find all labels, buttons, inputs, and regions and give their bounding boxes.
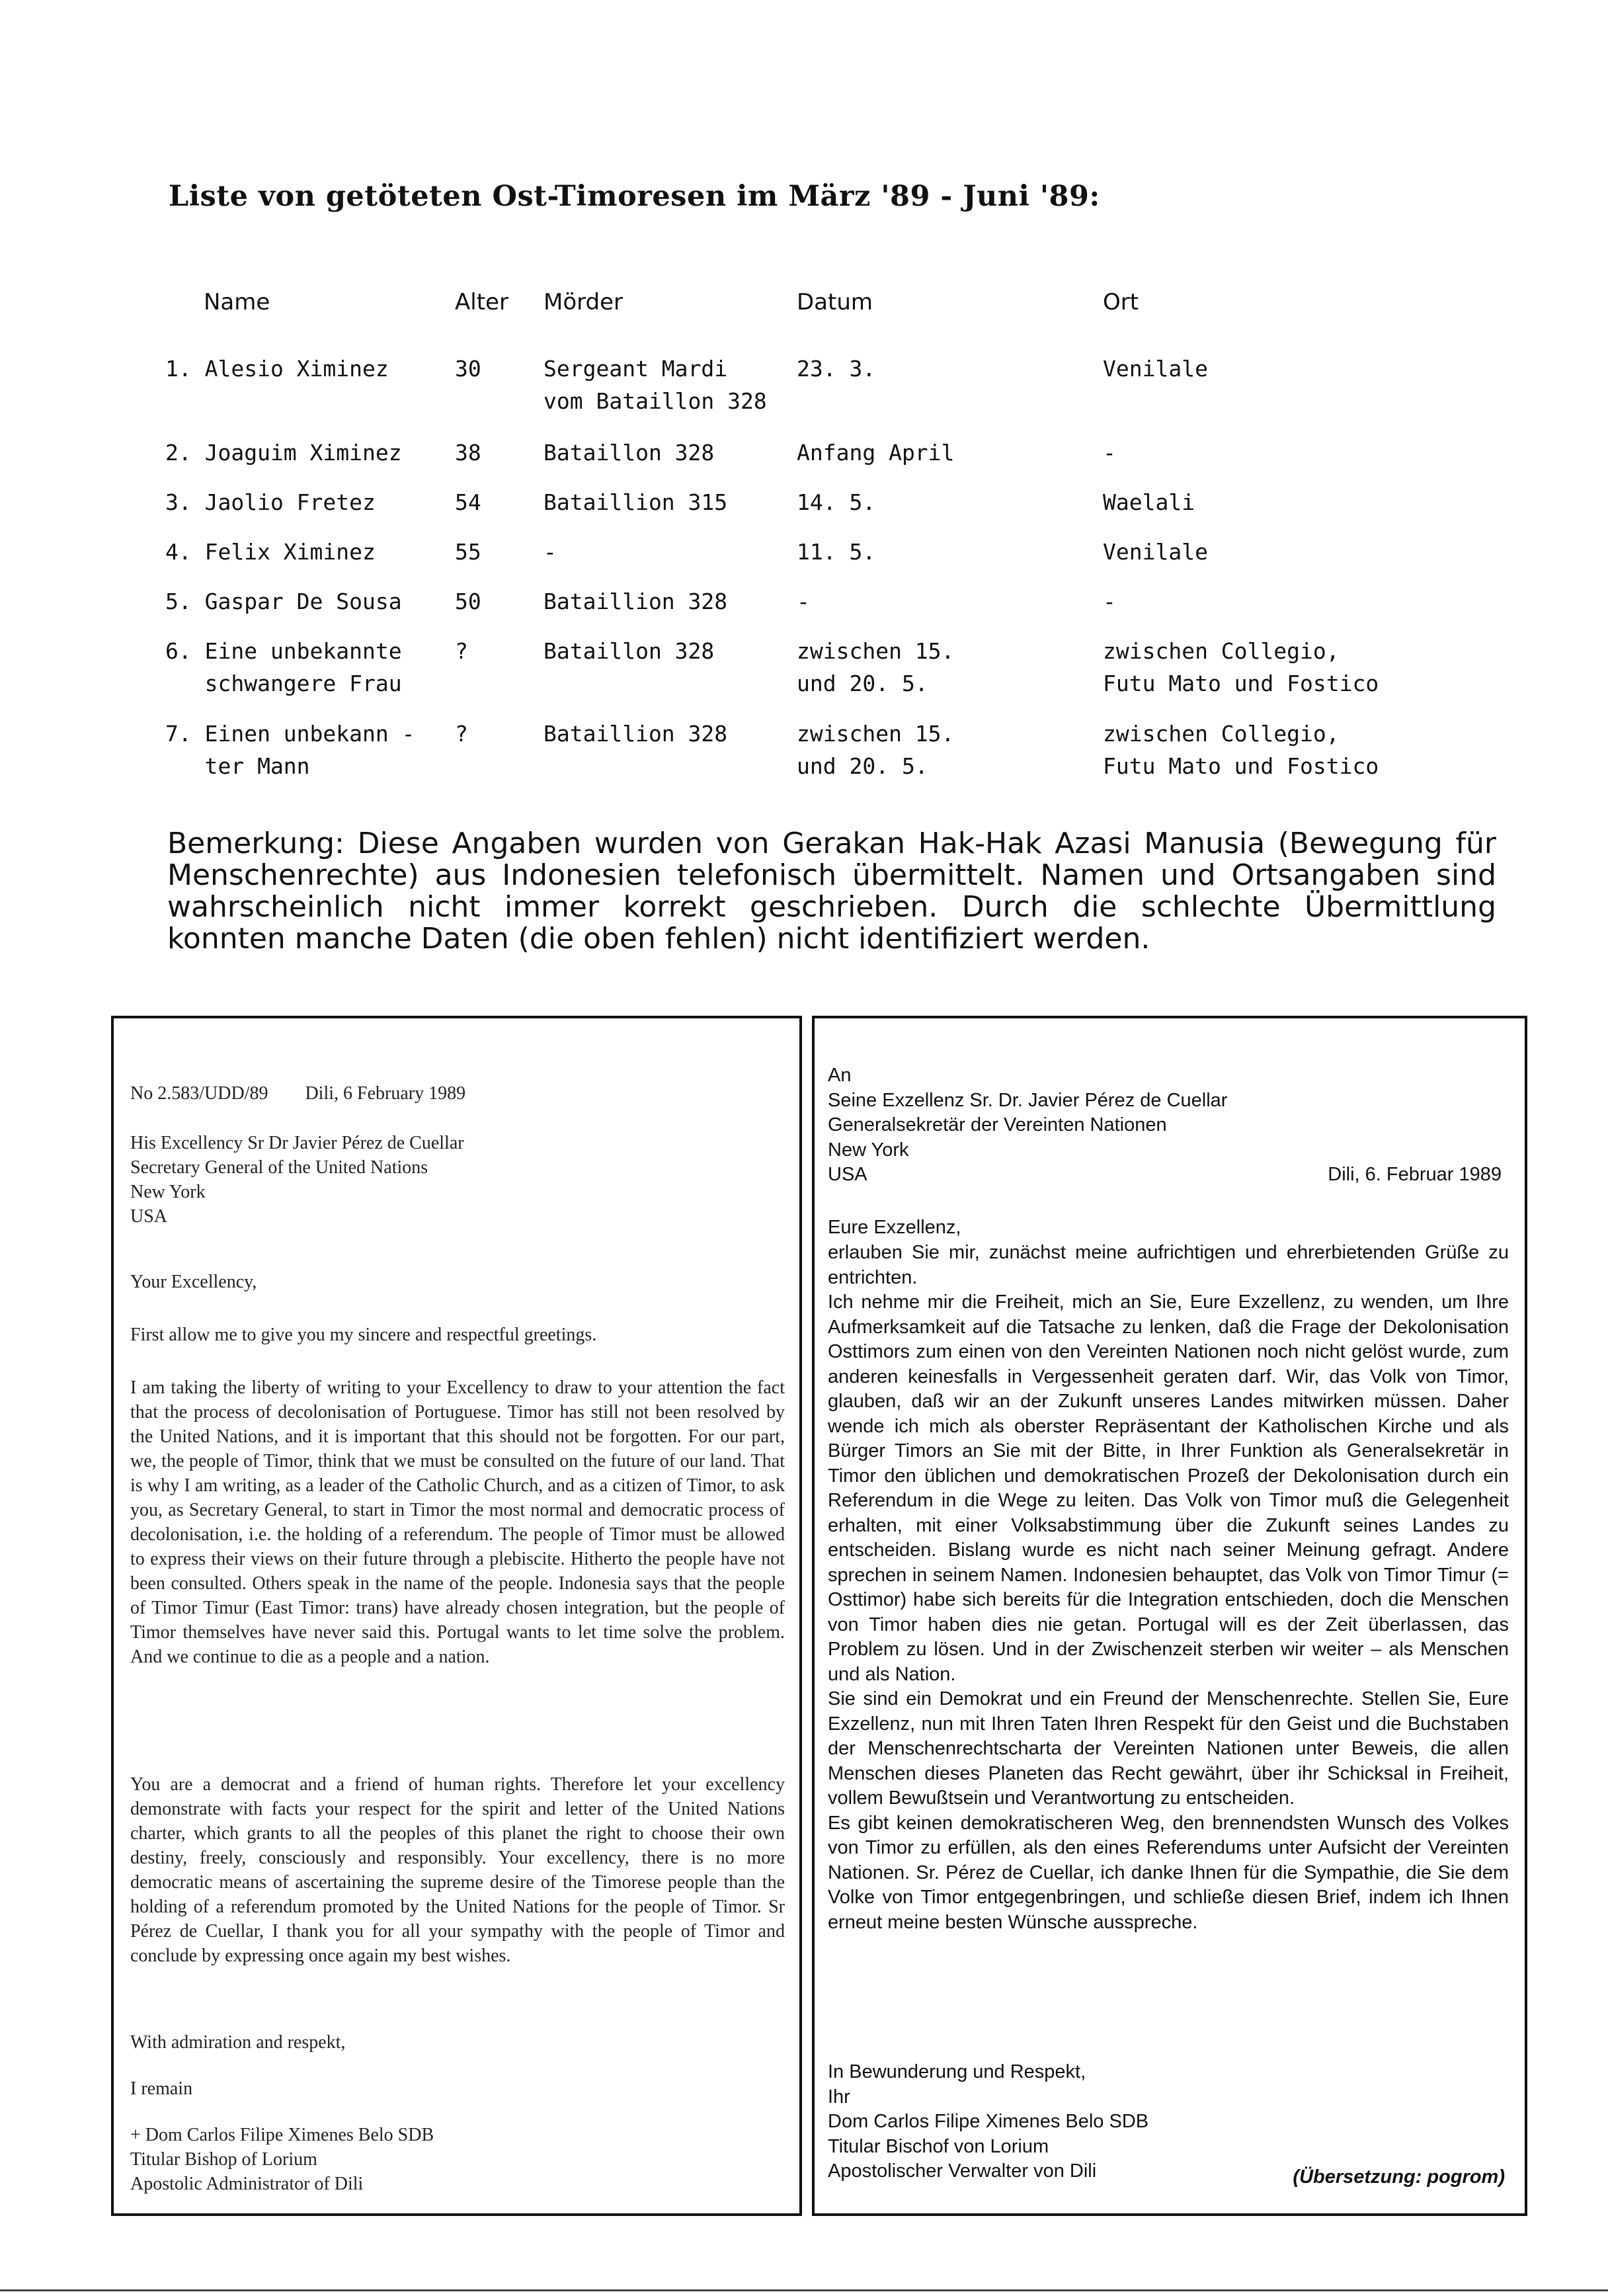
table-row-place: Venilale	[1103, 356, 1208, 382]
table-row-name: 2. Joaguim Ximinez	[165, 440, 402, 466]
table-row-date: -	[797, 589, 810, 614]
letter-greeting: First allow me to give you my sincere and respectful greetings.	[130, 1325, 597, 1345]
header-age: Alter	[455, 289, 508, 315]
table-row-killer: Bataillon 328	[543, 638, 715, 664]
letter-german	[812, 1016, 1527, 2216]
table-row-name: 5. Gaspar De Sousa	[165, 589, 402, 614]
table-row-place: zwischen Collegio, Futu Mato und Fostico	[1103, 721, 1379, 779]
letter-closing: With admiration and respekt,	[130, 2032, 346, 2053]
table-row-name: 4. Felix Ximinez	[165, 539, 376, 565]
table-row-date: zwischen 15. und 20. 5.	[797, 638, 955, 696]
letter-signature: + Dom Carlos Filipe Ximenes Belo SDB Titular Bishop of Lorium Apostolic Administrator of Dili	[130, 2125, 434, 2194]
letter-signature: In Bewunderung und Respekt, Ihr Dom Carlos Filipe Ximenes Belo SDB Titular Bischof von Lorium Apostolischer Verwalter von Dili	[828, 2061, 1149, 2182]
table-row-place: -	[1103, 440, 1116, 466]
table-row-killer: Bataillion 315	[543, 489, 728, 515]
table-row-date: zwischen 15. und 20. 5.	[797, 721, 955, 779]
table-row-age: 38	[455, 440, 481, 466]
letter-address: His Excellency Sr Dr Javier Pérez de Cuellar Secretary General of the United Nations New York USA	[130, 1133, 464, 1227]
table-row-place: Venilale	[1103, 539, 1208, 565]
table-row-age: 50	[455, 589, 481, 614]
table-row-name: 3. Jaolio Fretez	[165, 489, 376, 515]
table-row-age: ?	[455, 638, 468, 664]
table-row-date: 23. 3.	[797, 356, 876, 382]
letter-body: erlauben Sie mir, zunächst meine aufrichtigen und ehrerbietenden Grüße zu entrichten. Ich nehme mir die Freiheit, mich an Sie, Eure Exzellenz, zu wenden, um Ihre Aufmerksamkeit auf die Tatsache zu lenken, daß die Frage der Dekolonisation Osttimors zum einen von den Vereinten Nationen noch nicht gelöst wurde, zum anderen keinesfalls in Vergessenheit geraten darf. Wir, das Volk von Timor, glauben, daß wir an der Zukunft unseres Landes mitwirken müssen. Daher wende ich mich als oberster Repräsentant der Katholischen Kirche und als Bürger Timors an Sie mit der Bitte, in Ihrer Funktion als Generalsekretär in Timor den üblichen und demokratischen Prozeß der Dekolonisation durch ein Referendum in die Wege zu leiten. Das Volk von Timor muß die Gelegenheit erhalten, mit einer Volksabstimmung über die Zukunft seines Landes zu entscheiden. Bislang wurde es nicht nach seiner Meinung gefragt. Andere sprechen in seinem Namen. Indonesien behauptet, das Volk von Timor Timur (= Osttimor) habe sich bereits für die Integration entschieden, doch die Menschen von Timor haben dies nie getan. Portugal will es der Zeit überlassen, das Problem zu lösen. Und in der Zwischenzeit sterben wir weiter – als Menschen und als Nation. Sie sind ein Demokrat und ein Freund der Menschenrechte. Stellen Sie, Eure Exzellenz, nun mit Ihren Taten Ihren Respekt für den Geist und die Buchstaben der Menschenrechtscharta der Vereinten Nationen unter Beweis, die allen Menschen dieses Planeten das Recht gewährt, über ihr Schicksal in Freiheit, vollem Bewußtsein und Verantwortung zu entscheiden. Es gibt keinen demokratischeren Weg, den brennendsten Wunsch des Volkes von Timor zu erfüllen, als den eines Referendums unter Aufsicht der Vereinten Nationen. Sr. Pérez de Cuellar, ich danke Ihnen für die Sympathie, die Sie dem Volke von Timor entgegenbringen, und schließe diesen Brief, indem ich Ihnen erneut meine besten Wünsche ausspreche.	[828, 1242, 1509, 1933]
remark-paragraph: Bemerkung: Diese Angaben wurden von Gerakan Hak-Hak Azasi Manusia (Bewegung für Menschenrechte) aus Indonesien telefonisch übermittelt. Namen und Ortsangaben sind wahrscheinlich nicht immer korrekt geschrieben. Durch die schlechte Übermittlung konnten manche Daten (die oben fehlen) nicht identifiziert werden.	[167, 827, 1496, 956]
table-row-age: ?	[455, 721, 468, 747]
table-row-killer: Sergeant Mardi vom Bataillon 328	[543, 356, 767, 414]
table-row-age: 55	[455, 539, 481, 565]
header-killer: Mörder	[543, 289, 623, 315]
header-date: Datum	[797, 289, 873, 315]
table-row-date: 11. 5.	[797, 539, 876, 565]
table-row-name: 1. Alesio Ximinez	[165, 356, 389, 382]
table-row-place: zwischen Collegio, Futu Mato und Fostico	[1103, 638, 1379, 696]
letter-salutation: Eure Exzellenz,	[828, 1217, 961, 1238]
table-row-name: 6. Eine unbekannte schwangere Frau	[165, 638, 402, 696]
letter-remain: I remain	[130, 2078, 193, 2099]
letter-date: Dili, 6. Februar 1989	[1328, 1164, 1502, 1185]
letter-english	[111, 1016, 802, 2216]
table-row-killer: Bataillion 328	[543, 721, 728, 747]
letter-salutation: Your Excellency,	[130, 1272, 257, 1292]
letter-reference: No 2.583/UDD/89 Dili, 6 February 1989	[130, 1083, 466, 1104]
letter-body-paragraph: You are a democrat and a friend of human rights. Therefore let your excellency demonstrate with facts your respect for the spirit and letter of the United Nations charter, which grants to all the peoples of this planet the right to choose their own destiny, freely, consciously and responsibly. Your excellency, there is no more democratic means of ascertaining the supreme desire of the Timorese people than the holding of a referendum promoted by the United Nations for the people of Timor. Sr Pérez de Cuellar, I thank you for all your sympathy with the people of Timor and conclude by expressing once again my best wishes.	[130, 1774, 785, 1966]
header-name: Name	[204, 289, 270, 315]
table-row-date: Anfang April	[797, 440, 955, 466]
page-title: Liste von getöteten Ost-Timoresen im März '89 - Juni '89:	[169, 180, 1100, 213]
translation-credit: (Übersetzung: pogrom)	[1293, 2166, 1505, 2188]
table-row-killer: Bataillion 328	[543, 589, 728, 614]
letter-address: An Seine Exzellenz Sr. Dr. Javier Pérez de Cuellar Generalsekretär der Vereinten Nationen New York USA	[828, 1065, 1228, 1185]
table-row-age: 54	[455, 489, 481, 515]
table-row-killer: -	[543, 539, 557, 565]
table-row-killer: Bataillon 328	[543, 440, 715, 466]
table-row-age: 30	[455, 356, 481, 382]
header-place: Ort	[1103, 289, 1139, 315]
table-row-place: Waelali	[1103, 489, 1195, 515]
letter-body-paragraph: I am taking the liberty of writing to your Excellency to draw to your attention the fact that the process of decolonisation of Portuguese. Timor has still not been resolved by the United Nations, and it is important that this should not be forgotten. For our part, we, the people of Timor, think that we must be consulted on the future of our land. That is why I am writing, as a leader of the Catholic Church, and as a citizen of Timor, to ask you, as Secretary General, to start in Timor the most normal and democratic process of decolonisation, i.e. the holding of a referendum. The people of Timor must be allowed to express their views on their future through a plebiscite. Hitherto the people have not been consulted. Others speak in the name of the people. Indonesia says that the people of Timor Timur (East Timor: trans) have already chosen integration, but the people of Timor themselves have never said this. Portugal wants to let time solve the problem. And we continue to die as a people and a nation.	[130, 1377, 785, 1667]
table-row-place: -	[1103, 589, 1116, 614]
bottom-rule	[0, 2289, 1608, 2291]
table-row-date: 14. 5.	[797, 489, 876, 515]
table-row-name: 7. Einen unbekann - ter Mann	[165, 721, 415, 779]
